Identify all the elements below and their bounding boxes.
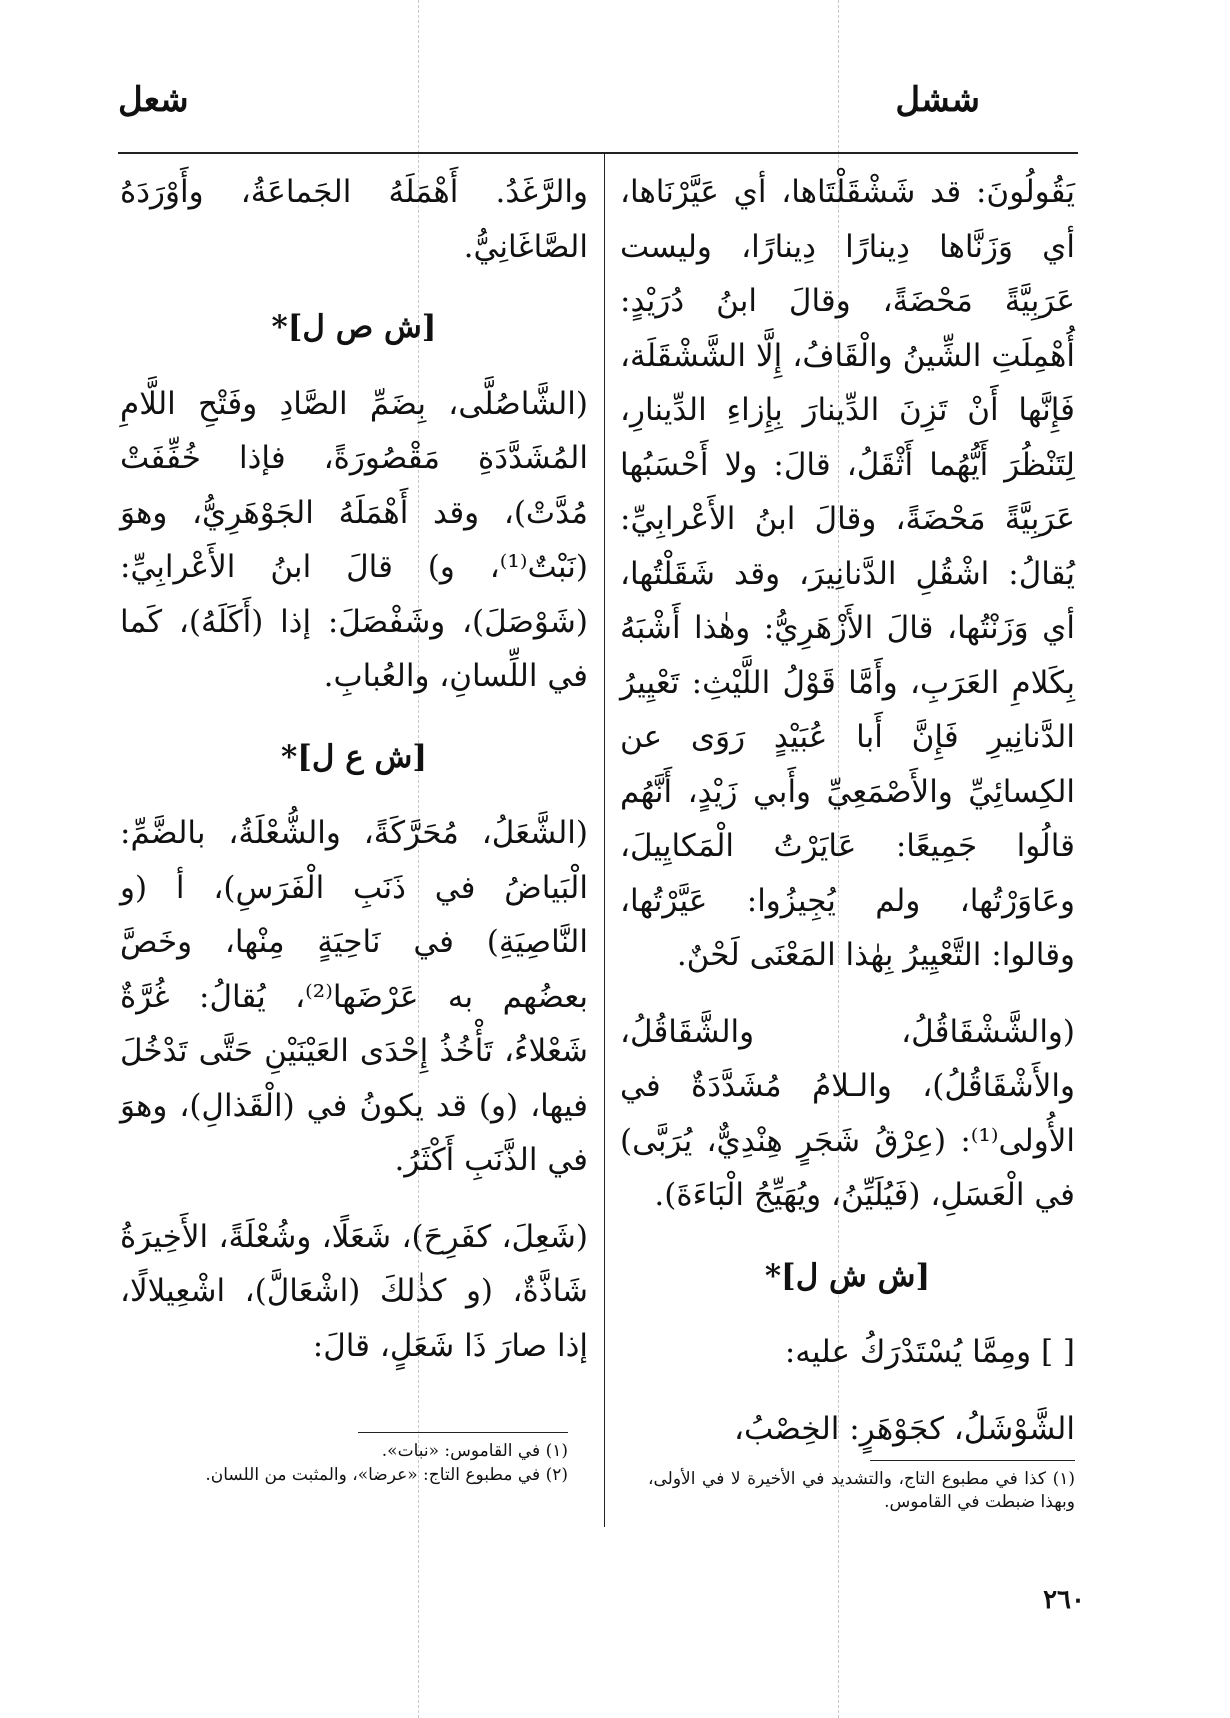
footnote-rule: [358, 1432, 568, 1433]
header-rule: [118, 152, 1078, 154]
right-column: [620, 165, 1075, 1456]
entry-heading: [ش ص ل]*: [271, 309, 437, 345]
entry-paragraph: (والشَّشْقَاقُلُ، والشَّقَاقُلُ، والأَشْقَاقُلُ)، والـلامُ مُشَدَّدَةٌ في الأُولى⁽¹⁾: (عِرْقُ شَجَرٍ هِنْدِيٌّ، يُرَبَّى) في الْعَسَلِ، (فَيُلَيِّنُ، ويُهَيِّجُ الْبَاءَةَ).: [620, 1013, 1075, 1213]
entry-paragraph: (الشَّاصُلَّى، بِضَمِّ الصَّادِ وفَتْحِ اللَّامِ المُشَدَّدَةِ مَقْصُورَةً، فإذا خُفِّفَتْ مُدَّتْ)، وقد أَهْمَلَهُ الجَوْهَرِيُّ، وهوَ (نَبْتٌ⁽¹⁾، و) قالَ ابنُ الأَعْرابِيِّ: (شَوْصَلَ)، وشَفْصَلَ: إذا (أَكَلَهُ)، كَما في اللِّسانِ، والعُبابِ.: [120, 385, 588, 694]
running-header-right: ششل: [895, 80, 980, 120]
footnote: (١) كذا في مطبوع التاج، والتشديد في الأخيرة لا في الأولى، وبهذا ضبطت في القاموس.: [648, 1469, 1075, 1512]
entry-heading: [ش ش ل]*: [764, 1257, 931, 1294]
running-header-left: شعل: [118, 80, 189, 120]
page-number: ٢٦٠: [1043, 1585, 1085, 1615]
entry-heading: [ش ع ل]*: [281, 738, 427, 775]
entry-paragraph: (شَعِلَ، كفَرِحَ)، شَعَلًا، وشُعْلَةً، الأَخِيرَةُ شَاذَّةٌ، (و كذٰلكَ (اشْعَالَّ)، اشْعِيلالًا، إذا صارَ ذَا شَعَلٍ، قالَ:: [120, 1218, 588, 1364]
footnote-rule: [870, 1460, 1075, 1461]
entry-paragraph: الشَّوْشَلُ، كجَوْهَرٍ: الخِصْبُ،: [734, 1410, 1075, 1447]
entry-paragraph: يَقُولُونَ: قد شَشْقَلْتَاها، أي عَيَّرْنَاها، أي وَزَنَّاها دِينارًا دِينارًا، وليست عَرَبِيَّةً مَحْضَةً، وقالَ ابنُ دُرَيْدٍ: أُهْمِلَتِ الشِّينُ والْقَافُ، إِلَّا الشَّشْقَلَة، فَإِنَّها أَنْ تَزِنَ الدِّينارَ بِإِزاءِ الدِّينارِ، لِتَنْظُرَ أَيُّهُما أَثْقَلُ، قالَ: ولا أَحْسَبُها عَرَبِيَّةً مَحْضَةً، وقالَ ابنُ الأَعْرابِيِّ: يُقالُ: اشْقُلِ الدَّنانِيرَ، وقد شَقَلْتُها، أي وَزَنْتُها، قالَ الأَزْهَرِيُّ: وهٰذا أَشْبَهُ بِكَلامِ العَرَبِ، وأَمَّا قَوْلُ اللَّيْثِ: تَعْيِيرُ الدَّنانِيرِ فَإِنَّ أَبا عُبَيْدٍ رَوَى عن الكِسائِيِّ والأَصْمَعِيِّ وأَبي زَيْدٍ، أَنَّهُم قالُوا جَمِيعًا: عَايَرْتُ الْمَكايِيلَ، وعَاوَرْتُها، ولم يُجِيزُوا: عَيَّرْتُها، وقالوا: التَّعْيِيرُ بِهٰذا المَعْنَى لَحْنٌ.: [620, 174, 1075, 973]
column-divider: [604, 152, 605, 1527]
left-column: [120, 165, 588, 1373]
footnote: (٢) في مطبوع التاج: «عرضا»، والمثبت من اللسان.: [205, 1465, 568, 1485]
entry-paragraph: [ ] ومِمَّا يُسْتَدْرَكُ عليه:: [784, 1334, 1075, 1370]
footnote: (١) في القاموس: «نبات».: [381, 1441, 568, 1461]
entry-paragraph: (الشَّعَلُ، مُحَرَّكَةً، والشُّعْلَةُ، بالضَّمِّ: الْبَياضُ في ذَنَبِ الْفَرَسِ)، أ (و النَّاصِيَةِ) في نَاحِيَةٍ مِنْها، وخَصَّ بعضُهم به عَرْضَها⁽²⁾، يُقالُ: غُرَّةٌ شَعْلاءُ، تَأْخُذُ إِحْدَى العَيْنَيْنِ حَتَّى تَدْخُلَ فيها، (و) قد يكونُ في (الْقَذالِ)، وهوَ في الذَّنَبِ أَكْثَرُ.: [120, 815, 588, 1178]
entry-paragraph: والرَّغَدُ. أَهْمَلَهُ الجَماعَةُ، وأَوْرَدَهُ الصَّاغَانِيُّ.: [120, 174, 588, 265]
